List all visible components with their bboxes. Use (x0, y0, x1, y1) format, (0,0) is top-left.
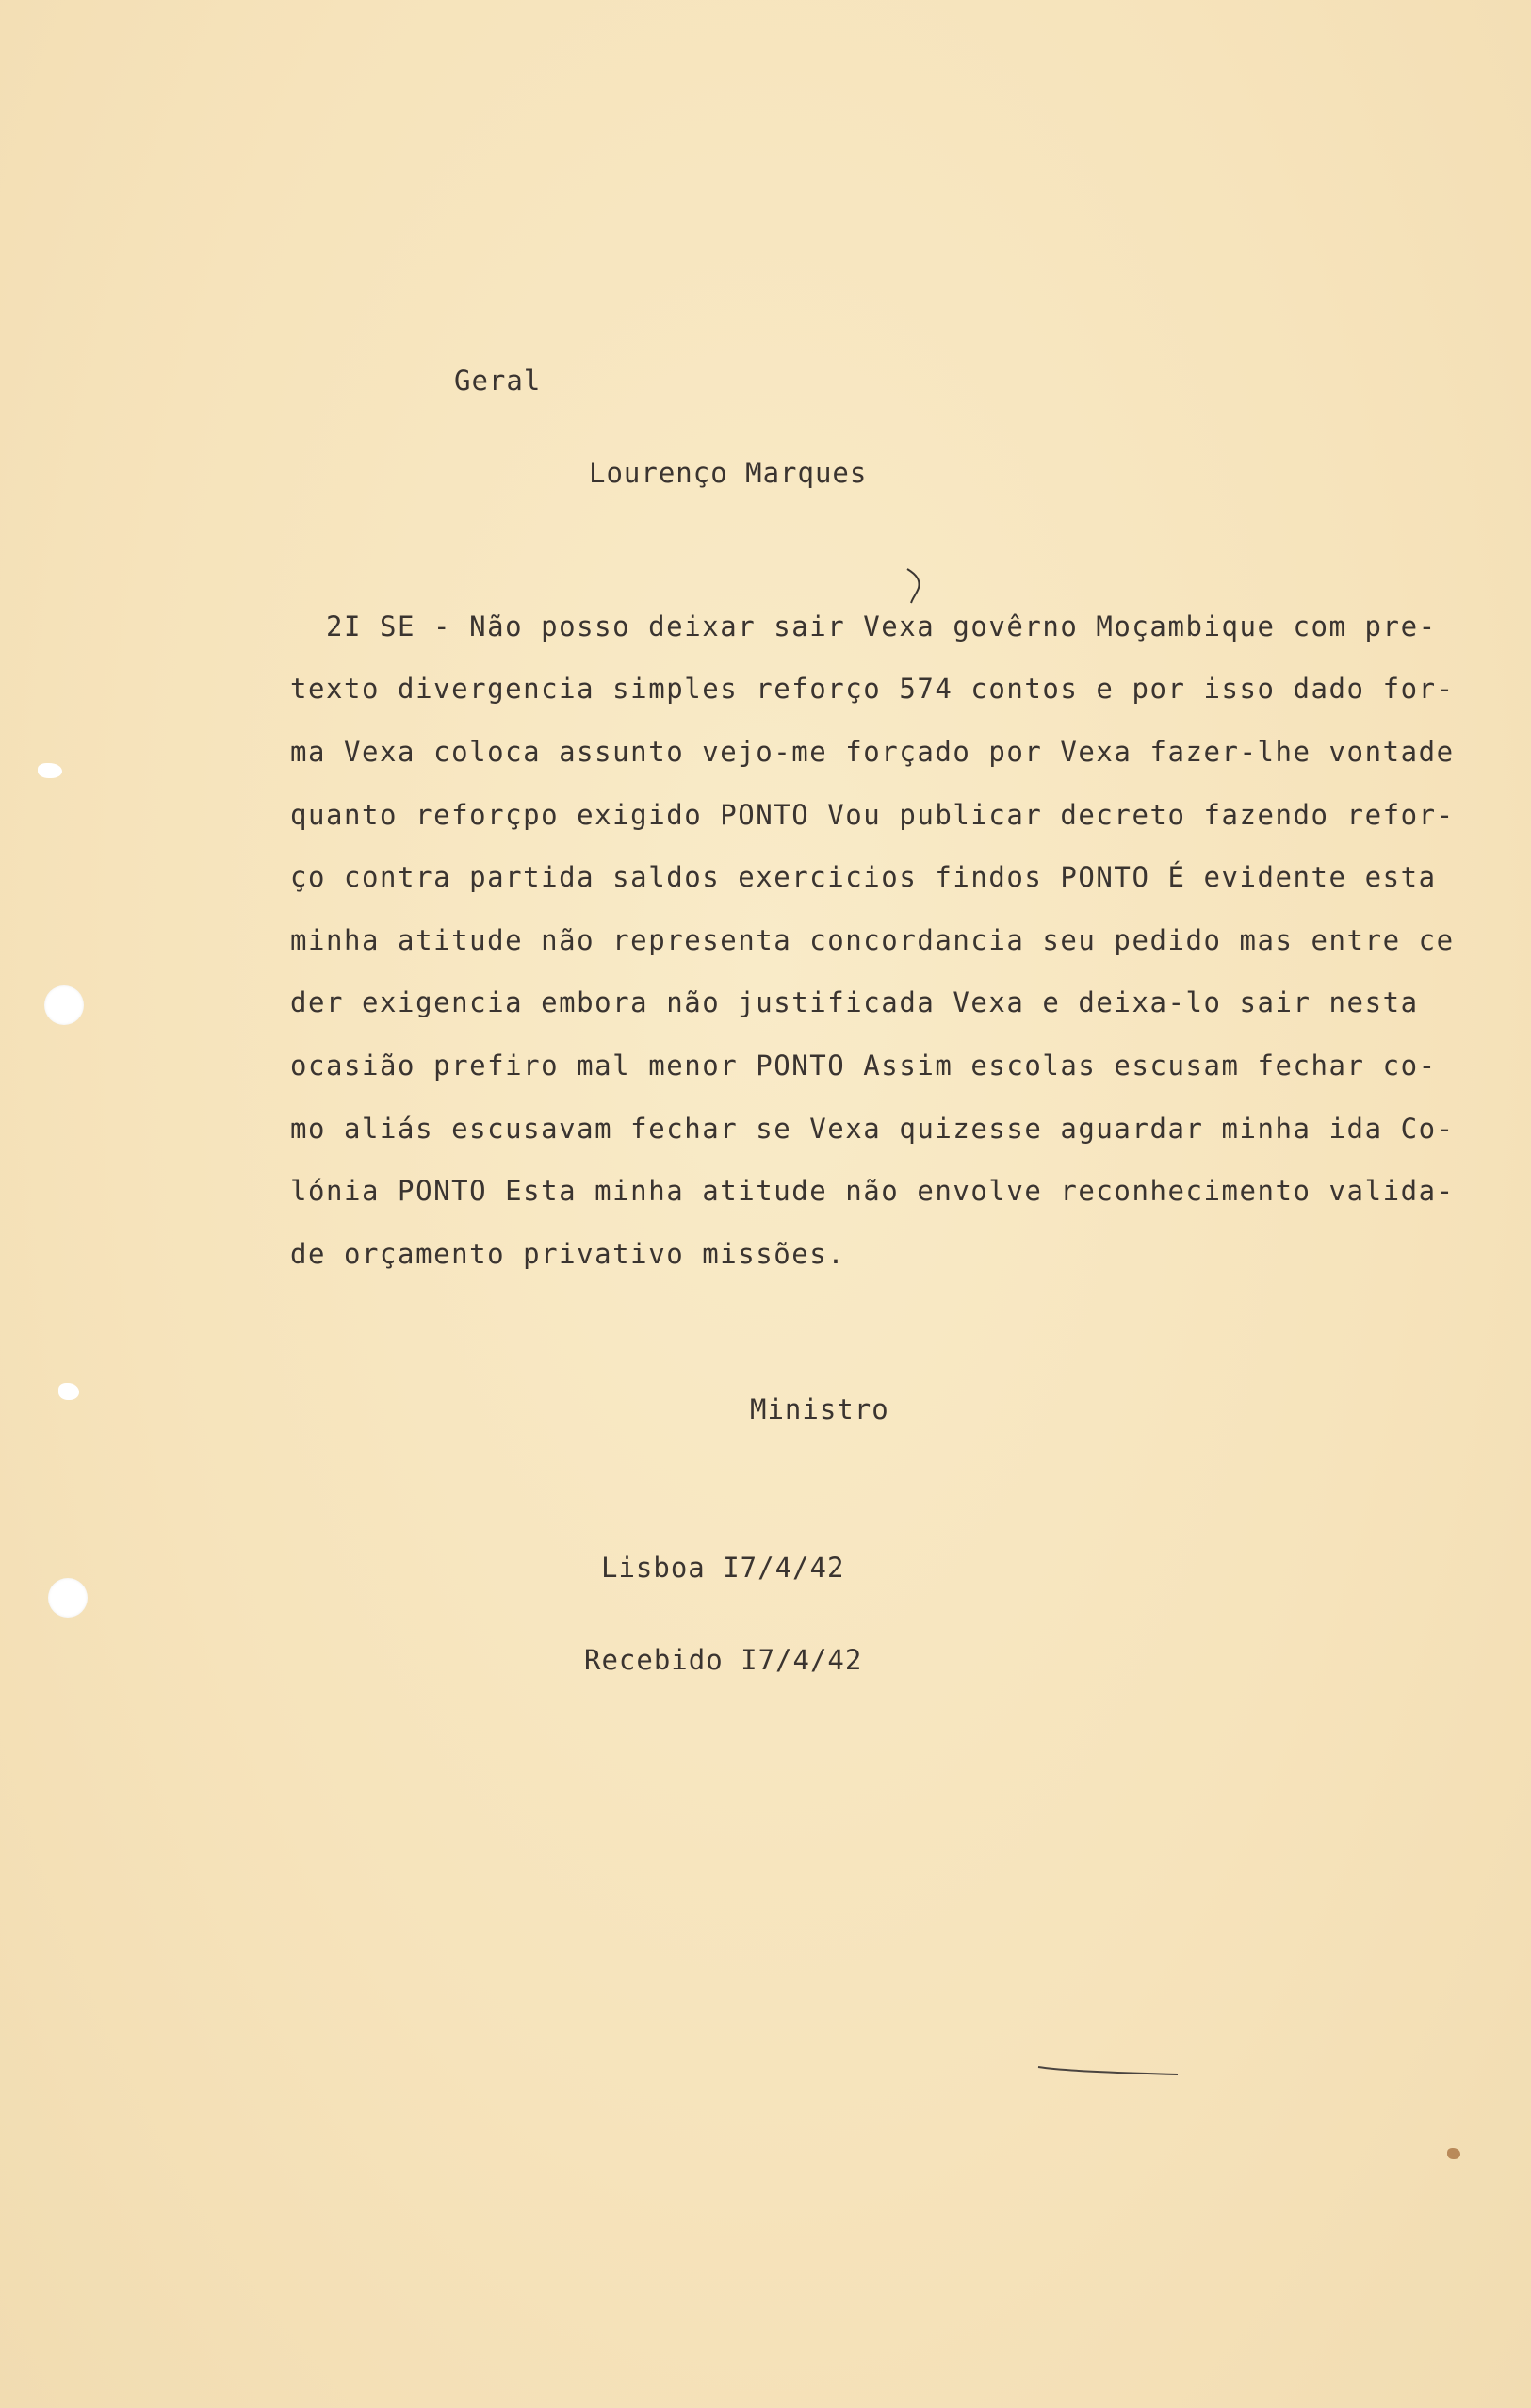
message-line: ma Vexa coloca assunto vejo-me forçado por Vexa fazer-lhe vontade (290, 736, 1455, 768)
message-line: mo aliás escusavam fechar se Vexa quizesse aguardar minha ida Co- (290, 1113, 1455, 1145)
message-line: quanto reforçpo exigido PONTO Vou publicar decreto fazendo refor- (290, 799, 1455, 831)
received-date: Recebido I7/4/42 (584, 1644, 863, 1676)
place-heading: Lourenço Marques (589, 457, 868, 489)
signature: Ministro (750, 1393, 889, 1425)
addressee-heading: Geral (454, 365, 542, 397)
message-line: ocasião prefiro mal menor PONTO Assim escolas escusam fechar co- (290, 1049, 1437, 1082)
message-line: minha atitude não representa concordancia seu pedido mas entre ce (290, 924, 1455, 956)
message-line: lónia PONTO Esta minha atitude não envolve reconhecimento valida- (290, 1175, 1455, 1207)
pen-mark (900, 565, 937, 612)
message-line: texto divergencia simples reforço 574 contos e por isso dado for- (290, 673, 1455, 705)
paper-tear-upper (38, 763, 62, 778)
message-line: de orçamento privativo missões. (290, 1238, 846, 1270)
pen-stroke (1034, 2056, 1185, 2078)
paper-tear-lower (58, 1383, 79, 1400)
message-line: der exigencia embora não justificada Vexa e deixa-lo sair nesta (290, 986, 1419, 1018)
ink-dot (1447, 2148, 1460, 2159)
message-line: 2I SE - Não posso deixar sair Vexa govêrno Moçambique com pre- (326, 610, 1437, 643)
message-line: ço contra partida saldos exercicios findos PONTO É evidente esta (290, 861, 1437, 893)
punch-hole-upper (44, 985, 84, 1025)
punch-hole-lower (48, 1578, 88, 1618)
sent-date: Lisboa I7/4/42 (601, 1552, 845, 1584)
